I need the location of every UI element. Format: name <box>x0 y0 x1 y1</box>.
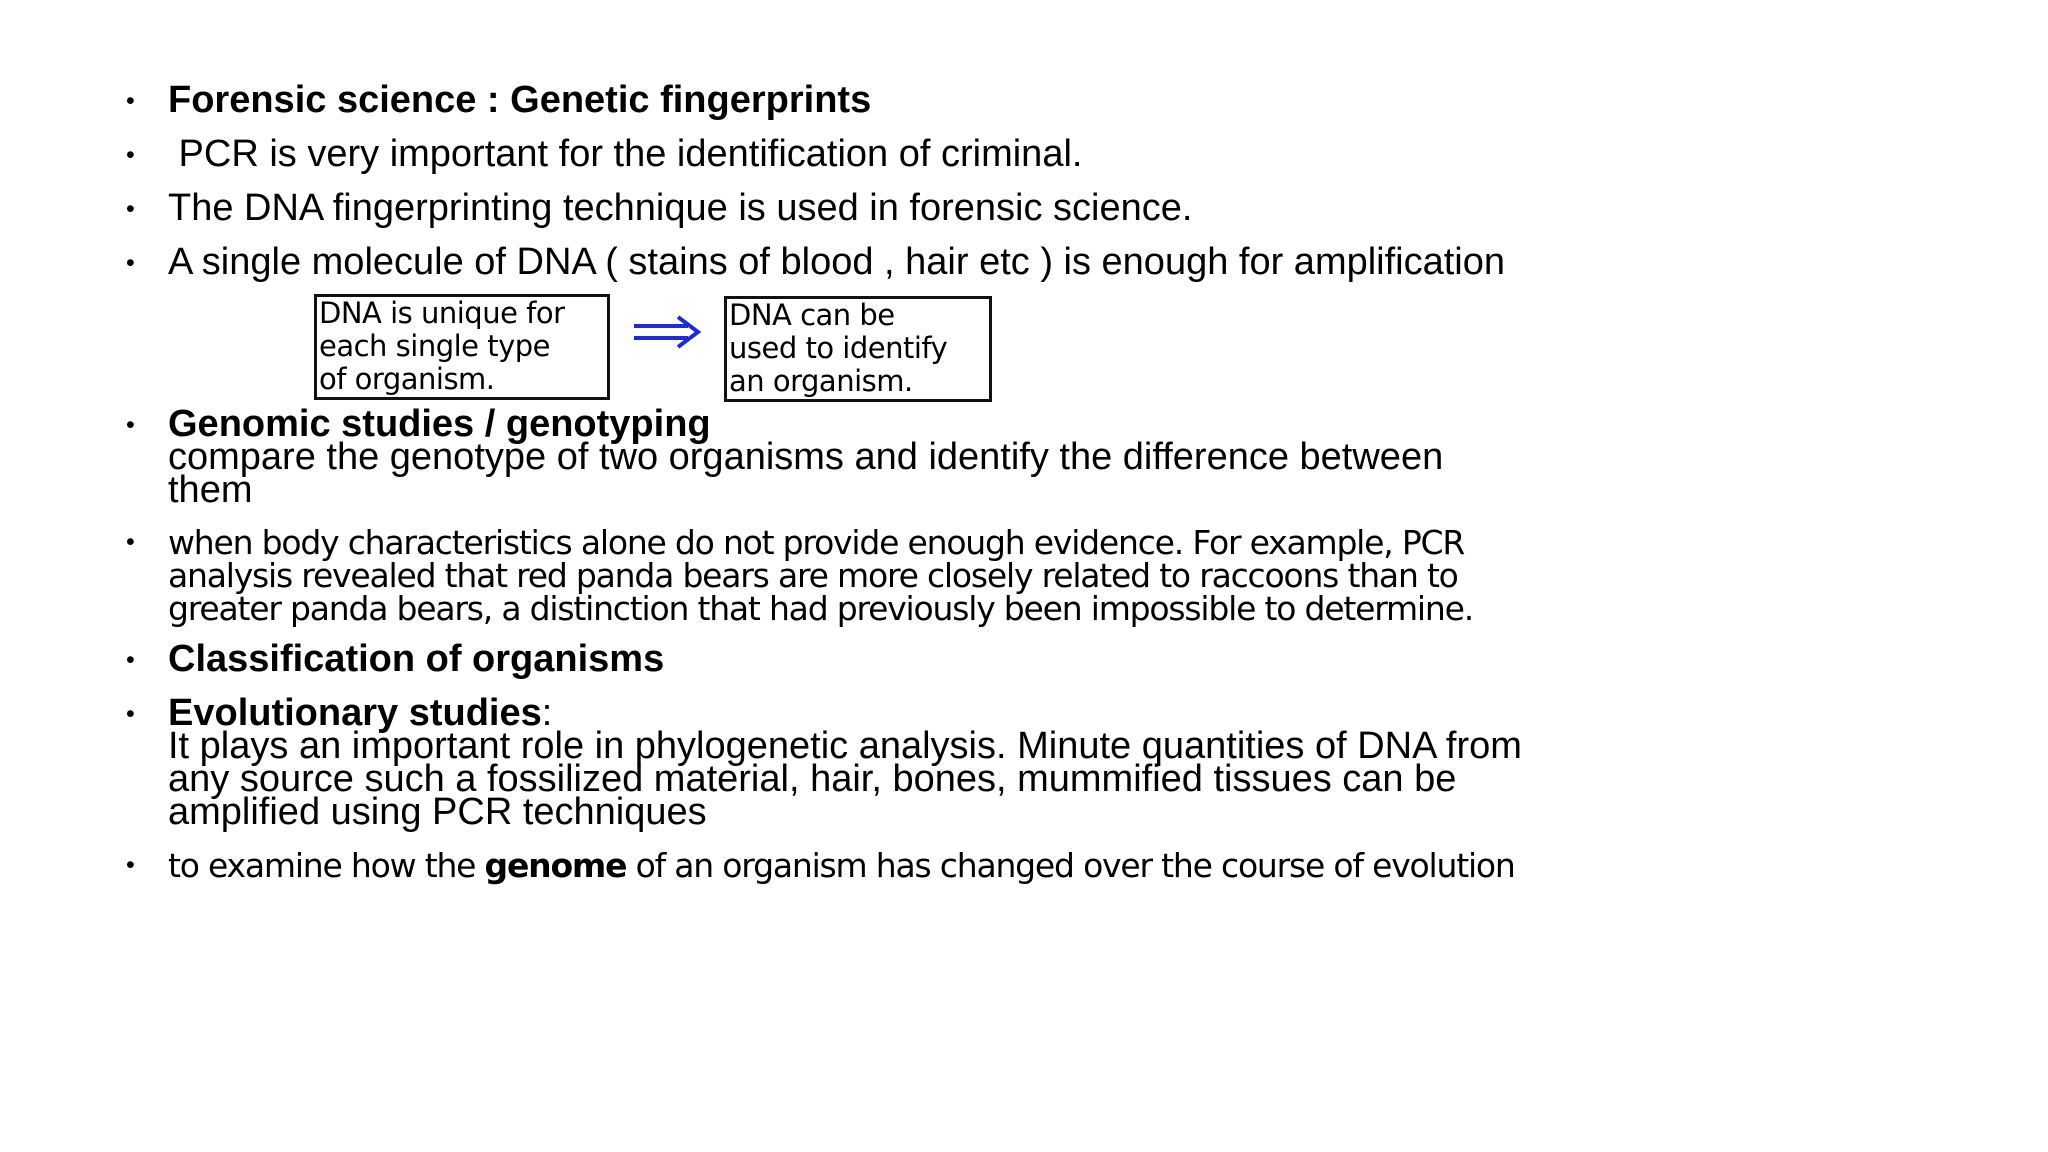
bullet-marker: • <box>126 141 135 169</box>
classification-heading: Classification of organisms <box>168 638 665 680</box>
paragraph-line: analysis revealed that red panda bears are more closely related to raccoons than to <box>168 556 1458 595</box>
box-line: of organism. <box>319 362 495 396</box>
bullet-marker: • <box>126 646 135 674</box>
evolutionary-studies-block <box>168 692 1522 833</box>
text-segment: to examine how the <box>168 846 485 885</box>
bullet-marker: • <box>126 411 135 439</box>
text-segment: of an organism has changed over the course of evolution <box>626 846 1515 885</box>
genome-term: genome <box>484 846 627 885</box>
genomic-studies-block <box>168 403 1444 511</box>
evolutionary-line: It plays an important role in phylogenetic analysis. Minute quantities of DNA from <box>168 725 1522 767</box>
evolutionary-studies-heading: Evolutionary studies <box>168 692 542 734</box>
genomic-studies-line: them <box>168 469 253 511</box>
dna-fingerprinting-text: The DNA fingerprinting technique is used in forensic science. <box>168 187 1193 229</box>
bullet-marker: • <box>126 249 135 277</box>
single-molecule-text: A single molecule of DNA ( stains of blood , hair etc ) is enough for amplification <box>168 241 1506 283</box>
evolutionary-line: amplified using PCR techniques <box>168 791 707 833</box>
bullet-marker: • <box>126 528 135 556</box>
double-right-arrow-icon <box>632 314 704 350</box>
genomic-studies-line: compare the genotype of two organisms and identify the difference between <box>168 436 1444 478</box>
bullet-marker: • <box>126 851 135 879</box>
pcr-importance-text: PCR is very important for the identification of criminal. <box>168 133 1083 175</box>
paragraph-line: greater panda bears, a distinction that had previously been impossible to determine. <box>168 589 1474 628</box>
heading-colon: : <box>541 692 553 734</box>
evolutionary-line: any source such a fossilized material, hair, bones, mummified tissues can be <box>168 758 1457 800</box>
paragraph-line: when body characteristics alone do not provide enough evidence. For example, PCR <box>168 523 1465 562</box>
red-panda-paragraph <box>168 523 1474 628</box>
bullet-marker: • <box>126 700 135 728</box>
box-line: used to identify <box>729 331 948 365</box>
bullet-marker: • <box>126 195 135 223</box>
box-line: each single type <box>319 329 551 363</box>
genome-evolution-text <box>168 846 1515 885</box>
box-line: DNA can be <box>729 298 895 332</box>
bullet-marker: • <box>126 87 135 115</box>
dna-identify-box <box>724 296 992 402</box>
box-line: an organism. <box>729 364 913 398</box>
box-line: DNA is unique for <box>319 296 565 330</box>
genomic-studies-heading: Genomic studies / genotyping <box>168 403 711 445</box>
dna-unique-box <box>314 294 610 400</box>
forensic-science-heading: Forensic science : Genetic fingerprints <box>168 79 872 121</box>
